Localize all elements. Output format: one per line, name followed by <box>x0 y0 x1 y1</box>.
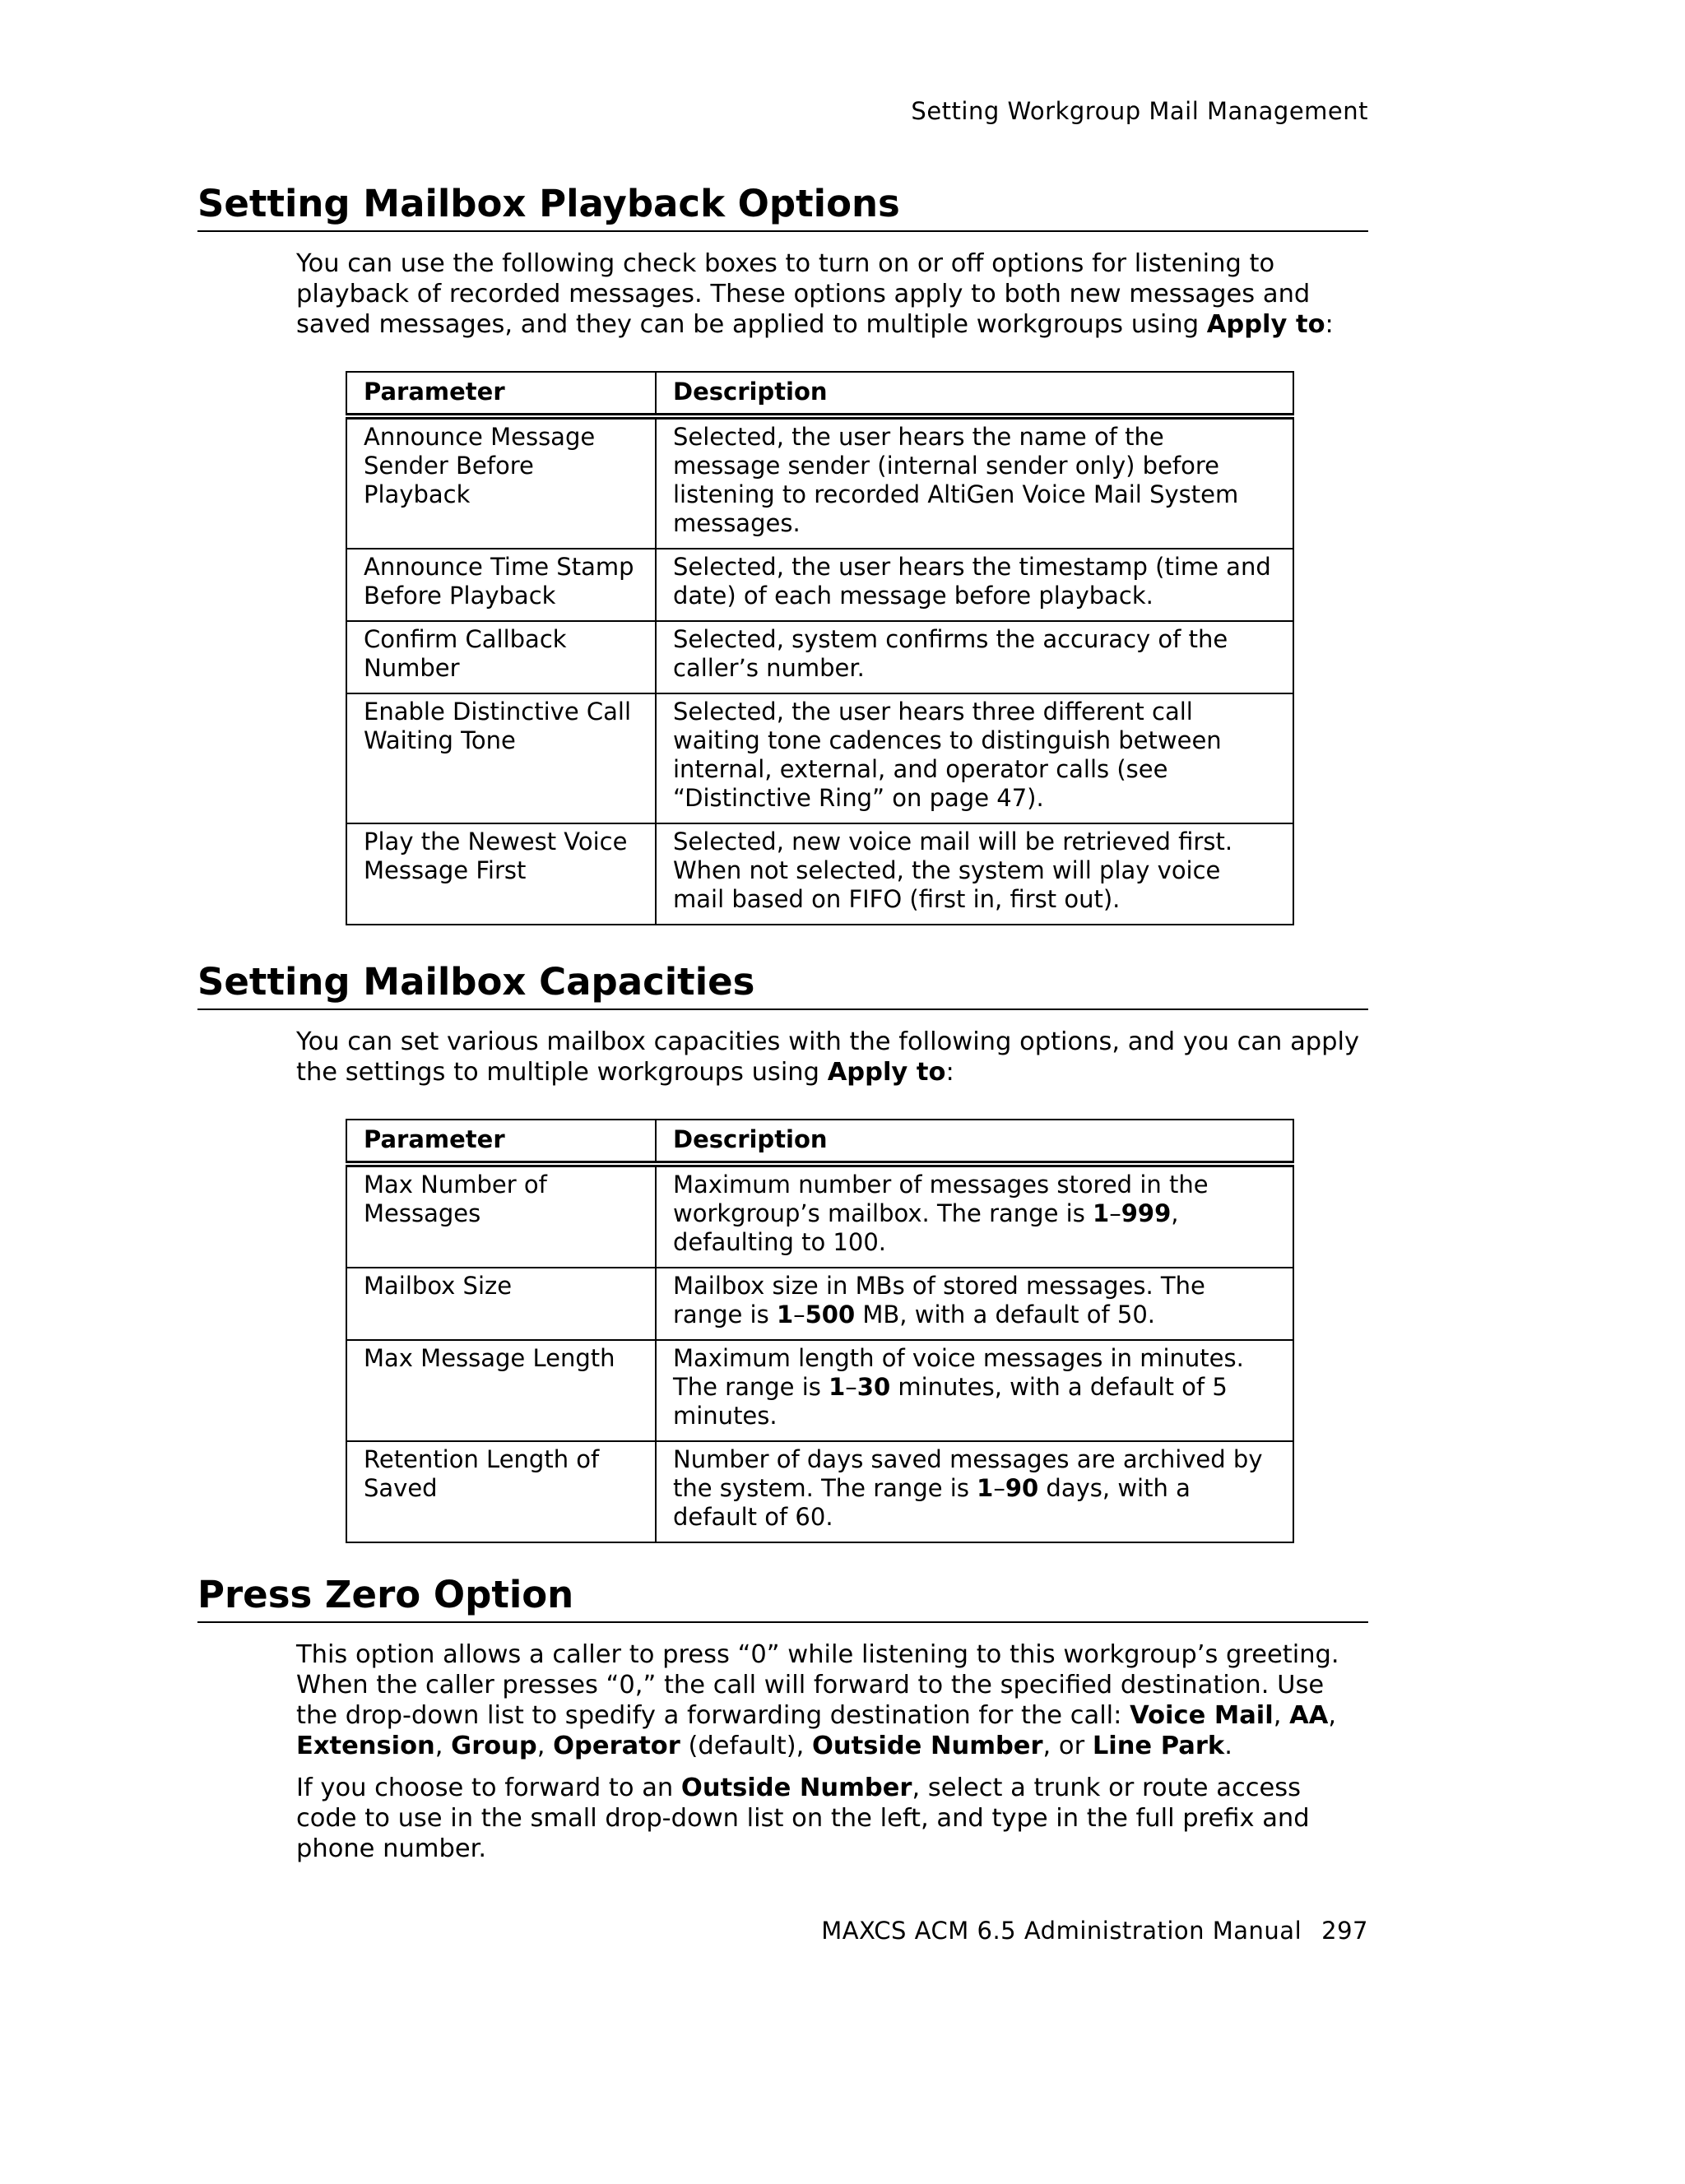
table-row <box>346 823 1293 925</box>
section-intro: You can set various mailbox capacities with the following options, and you can apply the settings to multiple workgroups using Apply to: <box>296 1027 1360 1087</box>
playback-options-table <box>346 371 1294 925</box>
description-cell: Selected, the user hears three different call waiting tone cadences to distinguish between internal, external, and operator calls (see “Distinctive Ring” on page 47). <box>656 693 1293 823</box>
parameter-cell: Retention Length of Saved <box>346 1441 656 1542</box>
table-row <box>346 1340 1293 1441</box>
section-intro: You can use the following check boxes to turn on or off options for listening to playback of recorded messages. These options apply to both new messages and saved messages, and they can be applied to multiple workgroups using Apply to: <box>296 249 1334 340</box>
description-cell: Selected, system confirms the accuracy of the caller’s number. <box>656 621 1293 693</box>
running-footer <box>821 1917 1368 1945</box>
parameter-cell: Mailbox Size <box>346 1268 656 1340</box>
parameter-cell: Max Number of Messages <box>346 1164 656 1268</box>
table-header-row <box>346 1120 1293 1164</box>
description-cell: Mailbox size in MBs of stored messages. The range is 1–500 MB, with a default of 50. <box>656 1268 1293 1340</box>
description-cell: Selected, new voice mail will be retrieved first. When not selected, the system will play voice mail based on FIFO (first in, first out). <box>656 823 1293 925</box>
table-row <box>346 1268 1293 1340</box>
table-row <box>346 693 1293 823</box>
description-cell: Selected, the user hears the name of the message sender (internal sender only) before listening to recorded AltiGen Voice Mail System messages. <box>656 416 1293 549</box>
parameter-cell: Confirm Callback Number <box>346 621 656 693</box>
mailbox-capacities-table <box>346 1119 1294 1543</box>
section-title: Setting Mailbox Capacities <box>197 959 1368 1010</box>
parameter-cell: Play the Newest Voice Message First <box>346 823 656 925</box>
description-cell: Number of days saved messages are archived by the system. The range is 1–90 days, with a default of 60. <box>656 1441 1293 1542</box>
column-header-description: Description <box>656 372 1293 416</box>
section-mailbox-capacities <box>197 959 1368 1543</box>
section-press-zero-option <box>197 1572 1368 1864</box>
column-header-parameter: Parameter <box>346 1120 656 1164</box>
parameter-cell: Max Message Length <box>346 1340 656 1441</box>
column-header-description: Description <box>656 1120 1293 1164</box>
parameter-cell: Enable Distinctive Call Waiting Tone <box>346 693 656 823</box>
press-zero-paragraph: This option allows a caller to press “0” while listening to this workgroup’s greeting. When the caller presses “0,” the call will forward to the specified destination. Use the drop-down list to spedify a forwarding destination for the call: Voice Mail, AA, Extension, Group, Operator (default), Outside Number, or Line Park. <box>296 1640 1339 1761</box>
table-row <box>346 1441 1293 1542</box>
table-row <box>346 549 1293 621</box>
table-row <box>346 416 1293 549</box>
description-cell: Maximum number of messages stored in the workgroup’s mailbox. The range is 1–999, defaulting to 100. <box>656 1164 1293 1268</box>
description-cell: Selected, the user hears the timestamp (time and date) of each message before playback. <box>656 549 1293 621</box>
parameter-cell: Announce Message Sender Before Playback <box>346 416 656 549</box>
column-header-parameter: Parameter <box>346 372 656 416</box>
page-number: 297 <box>1321 1917 1368 1945</box>
description-cell: Maximum length of voice messages in minutes. The range is 1–30 minutes, with a default of 5 minutes. <box>656 1340 1293 1441</box>
table-row <box>346 621 1293 693</box>
table-header-row <box>346 372 1293 416</box>
running-header: Setting Workgroup Mail Management <box>911 97 1368 125</box>
section-title: Press Zero Option <box>197 1572 1368 1623</box>
section-title: Setting Mailbox Playback Options <box>197 181 1368 232</box>
section-playback-options <box>197 181 1368 925</box>
outside-number-paragraph: If you choose to forward to an Outside Number, select a trunk or route access code to use in the small drop-down list on the left, and type in the full prefix and phone number. <box>296 1774 1310 1864</box>
parameter-cell: Announce Time Stamp Before Playback <box>346 549 656 621</box>
manual-title: MAXCS ACM 6.5 Administration Manual <box>821 1917 1302 1945</box>
table-row <box>346 1164 1293 1268</box>
